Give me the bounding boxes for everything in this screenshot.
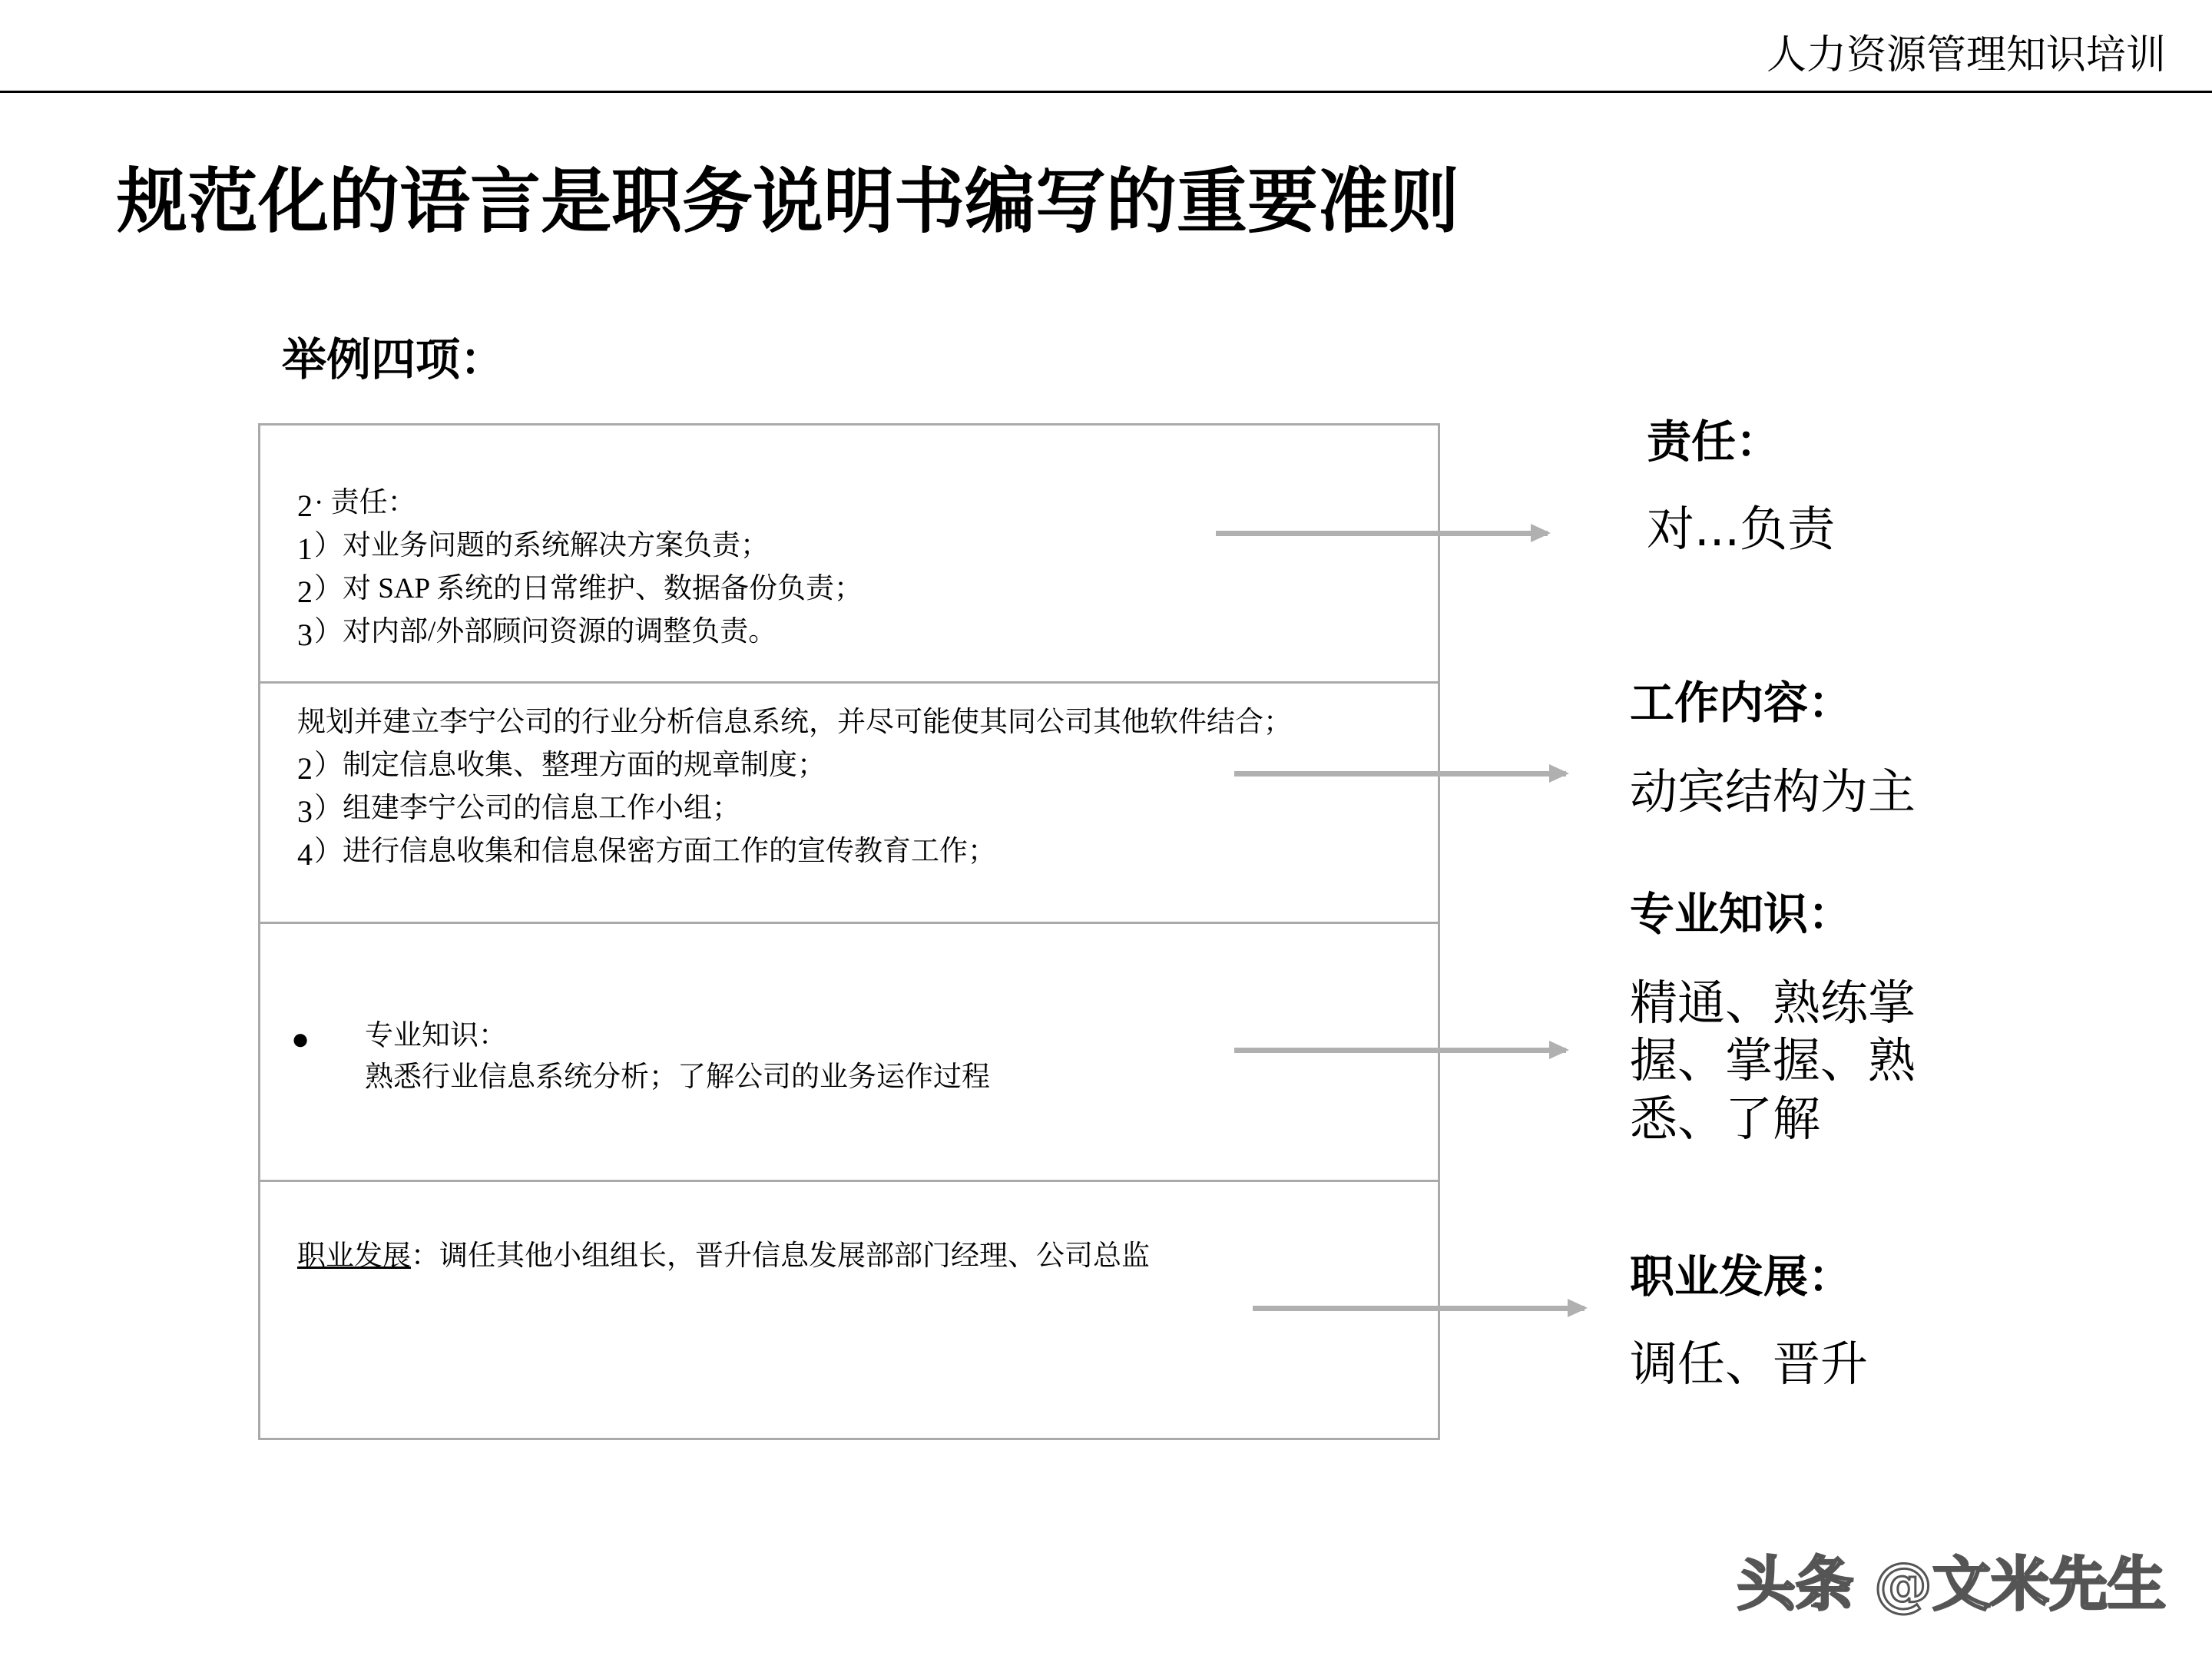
watermark: 头条 @文米先生 xyxy=(1737,1550,2166,1618)
arrow-icon xyxy=(1234,771,1566,777)
arrow-icon xyxy=(1234,1048,1566,1053)
arrow-icon xyxy=(1253,1306,1584,1311)
row-knowledge xyxy=(365,1015,990,1098)
note-text: 动宾结构为主 xyxy=(1630,763,1916,820)
page-title: 规范化的语言是职务说明书编写的重要准则 xyxy=(117,161,1460,243)
note-text: 对...负责 xyxy=(1647,501,1836,557)
course-header: 人力资源管理知识培训 xyxy=(1766,32,2166,78)
row-work-content xyxy=(297,702,1292,873)
note-heading-work-content: 工作内容： xyxy=(1630,677,1853,729)
note-text: 调任、晋升 xyxy=(1630,1336,1869,1392)
note-text: 握、掌握、熟 xyxy=(1630,1032,1916,1088)
note-heading-career: 职业发展： xyxy=(1630,1250,1853,1303)
list-item: 2）对 SAP 系统的日常维护、数据备份负责； xyxy=(297,573,863,609)
row-responsibility xyxy=(297,481,863,653)
note-heading-responsibility: 责任： xyxy=(1647,416,1781,468)
list-item: 4）进行信息收集和信息保密方面工作的宣传教育工作； xyxy=(297,836,996,872)
list-item: 3）对内部/外部顾问资源的调整负责。 xyxy=(297,616,777,652)
row-divider xyxy=(260,681,1438,684)
list-item: 规划并建立李宁公司的行业分析信息系统，并尽可能使其同公司其他软件结合； xyxy=(297,707,1292,738)
list-item: 2）制定信息收集、整理方面的规章制度； xyxy=(297,750,826,786)
list-item: 1）对业务问题的系统解决方案负责； xyxy=(297,530,769,566)
row-label: 专业知识： xyxy=(365,1020,507,1051)
row-divider xyxy=(260,1180,1438,1182)
row-divider xyxy=(260,922,1438,924)
arrow-icon xyxy=(1216,531,1548,536)
bullet-icon: ● xyxy=(291,1022,310,1056)
row-text: 熟悉行业信息系统分析；了解公司的业务运作过程 xyxy=(365,1061,990,1093)
row-text: ：调任其他小组组长，晋升信息发展部部门经理、公司总监 xyxy=(411,1240,1150,1272)
job-description-table xyxy=(258,423,1440,1440)
row-career xyxy=(297,1236,1150,1277)
header-divider xyxy=(0,91,2212,93)
row-label: 职业发展 xyxy=(297,1240,411,1272)
note-heading-knowledge: 专业知识： xyxy=(1630,888,1853,940)
note-text: 精通、熟练掌 xyxy=(1630,975,1916,1031)
list-item: 3）组建李宁公司的信息工作小组； xyxy=(297,793,740,829)
note-text: 悉、了解 xyxy=(1630,1091,1821,1147)
row-heading: 2· 责任： xyxy=(297,487,416,523)
example-heading: 举例四项： xyxy=(282,333,505,386)
